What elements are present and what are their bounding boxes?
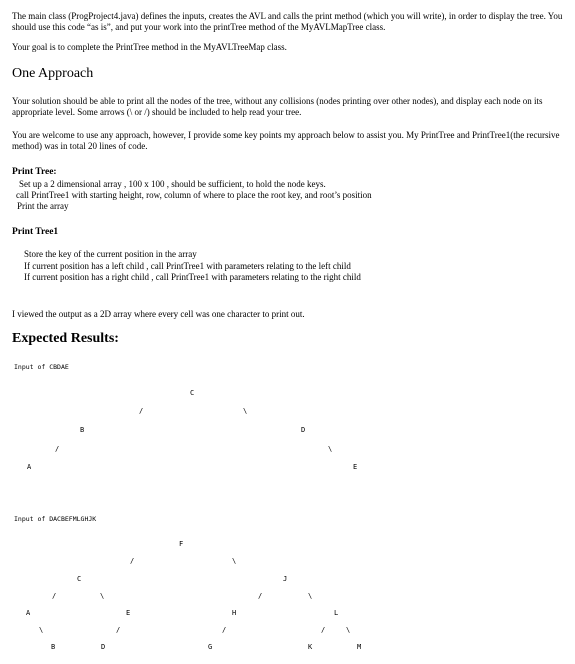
tree-node: A (26, 609, 31, 617)
note-paragraph: I viewed the output as a 2D array where every cell was one character to print out. (12, 309, 305, 319)
tree-branch: \ (39, 626, 44, 634)
tree-node: M (357, 643, 362, 651)
tree-branch: / (55, 445, 60, 453)
tree-branch: / (321, 626, 326, 634)
tree-node: C (77, 575, 82, 583)
tree-branch: / (258, 592, 263, 600)
tree-branch: \ (346, 626, 351, 634)
tree-branch: / (130, 557, 135, 565)
print-tree-step-2: call PrintTree1 with starting height, row, column of where to place the root key, and root’s position (16, 190, 372, 200)
intro-paragraph: The main class (ProgProject4.java) defines the inputs, creates the AVL and calls the print method (which you will write), in order to display the tree. You should use this code “as is”, and put your work into the printTree method of the MyAVLMapTree class. (12, 11, 563, 32)
tree-branch: \ (308, 592, 313, 600)
tree-branch: / (116, 626, 121, 634)
tree-node: G (208, 643, 213, 651)
print-tree1-step-1: Store the key of the current position in the array (24, 249, 197, 259)
expected-heading: Expected Results: (12, 331, 119, 346)
tree-branch: \ (243, 407, 248, 415)
approach-paragraph-1: Your solution should be able to print all the nodes of the tree, without any collisions (nodes printing over other nodes), and display each node on its appropriate level. Some arrows (\ or /) should be included to help read your tree. (12, 96, 543, 117)
print-tree-step-1: Set up a 2 dimensional array , 100 x 100 , should be sufficient, to hold the node keys. (19, 179, 326, 189)
tree-branch: \ (328, 445, 333, 453)
goal-paragraph: Your goal is to complete the PrintTree method in the MyAVLTreeMap class. (12, 42, 287, 52)
tree-node: C (190, 389, 195, 397)
tree-node: E (126, 609, 131, 617)
tree-node: J (283, 575, 288, 583)
example2-label: Input of DACBEFMLGHJK (14, 515, 97, 523)
print-tree1-step-3: If current position has a right child , call PrintTree1 with parameters relating to the right child (24, 272, 361, 282)
tree-node: A (27, 463, 32, 471)
tree-node: B (80, 426, 85, 434)
print-tree-heading: Print Tree: (12, 167, 57, 177)
tree-node: F (179, 540, 184, 548)
tree-branch: \ (232, 557, 237, 565)
tree-branch: \ (100, 592, 105, 600)
tree-branch: / (222, 626, 227, 634)
tree-node: E (353, 463, 358, 471)
tree-node: K (308, 643, 313, 651)
approach-paragraph-2: You are welcome to use any approach, however, I provide some key points my approach below to assist you. My PrintTree and PrintTree1(the recursive method) was in total 20 lines of code. (12, 130, 560, 151)
tree-branch: / (52, 592, 57, 600)
print-tree-step-3: Print the array (17, 201, 69, 211)
example1-label: Input of CBDAE (14, 363, 69, 371)
tree-node: H (232, 609, 237, 617)
approach-heading: One Approach (12, 66, 94, 81)
print-tree1-heading: Print Tree1 (12, 227, 59, 237)
print-tree1-step-2: If current position has a left child , call PrintTree1 with parameters relating to the left child (24, 261, 351, 271)
tree-node: L (334, 609, 339, 617)
tree-node: D (101, 643, 106, 651)
tree-node: D (301, 426, 306, 434)
tree-branch: / (139, 407, 144, 415)
tree-node: B (51, 643, 56, 651)
